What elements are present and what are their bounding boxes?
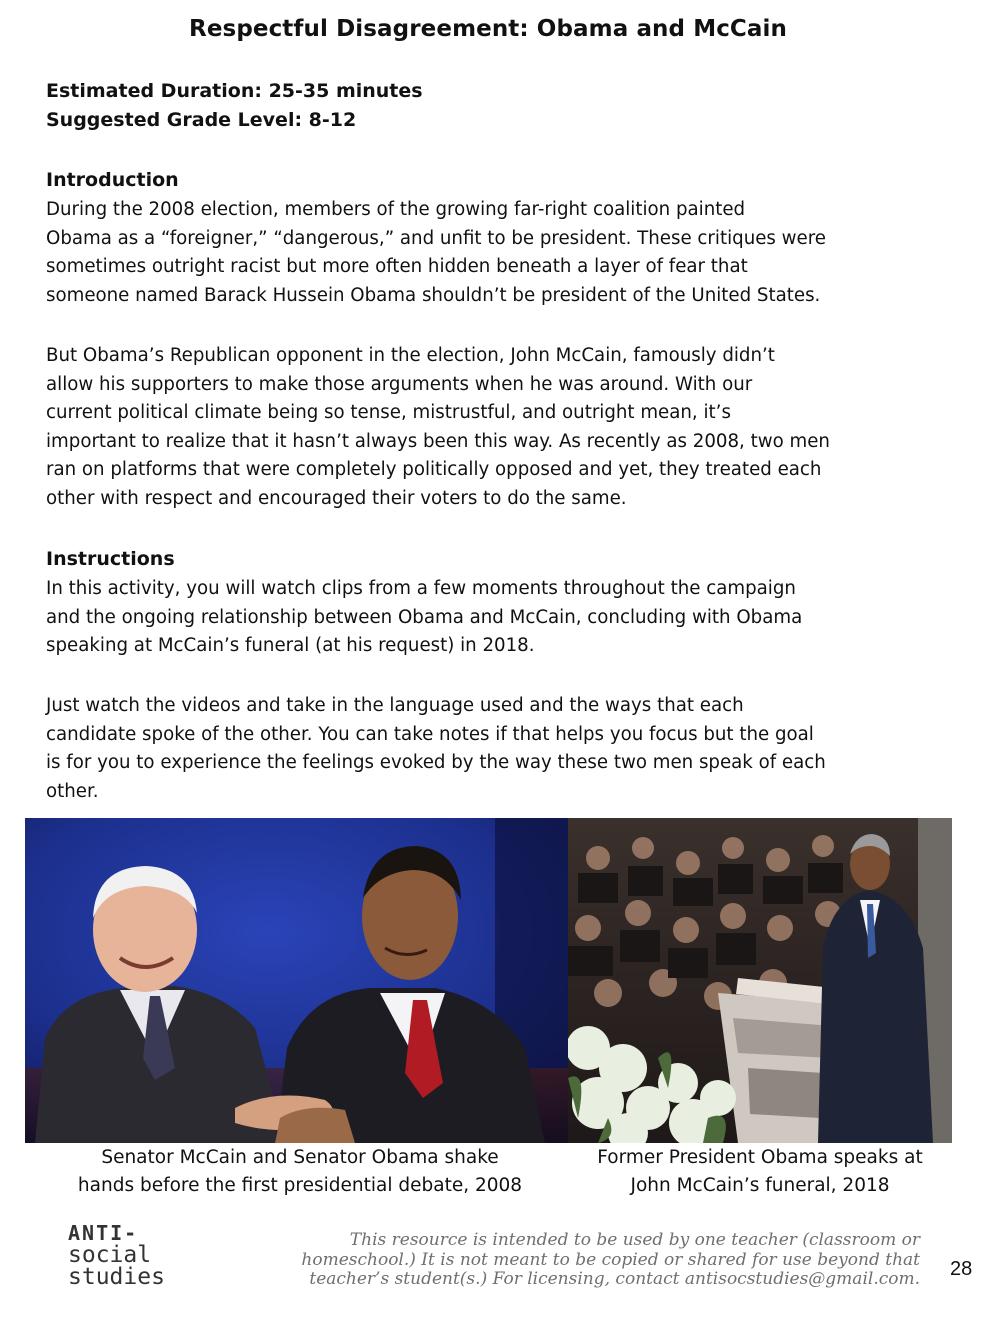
instructions-heading: Instructions bbox=[46, 548, 175, 570]
introduction-paragraph-2 bbox=[46, 342, 946, 514]
caption-line: Senator McCain and Senator Obama shake bbox=[101, 1147, 499, 1168]
text-line: current political climate being so tense, mistrustful, and outright mean, it’s bbox=[46, 402, 731, 424]
text-line: and the ongoing relationship between Obama and McCain, concluding with Obama bbox=[46, 606, 803, 628]
introduction-heading: Introduction bbox=[46, 169, 179, 191]
instructions-paragraph-1 bbox=[46, 575, 946, 661]
funeral-speech-photo bbox=[568, 818, 952, 1143]
text-line: But Obama’s Republican opponent in the election, John McCain, famously didn’t bbox=[46, 345, 775, 366]
text-line: Just watch the videos and take in the language used and the ways that each bbox=[46, 695, 744, 716]
instructions-paragraph-2 bbox=[46, 692, 946, 806]
text-line: sometimes outright racist but more often hidden beneath a layer of fear that bbox=[46, 256, 748, 278]
anti-social-studies-logo bbox=[68, 1222, 165, 1288]
text-line: someone named Barack Hussein Obama shouldn’t be president of the United States. bbox=[46, 284, 821, 306]
caption-line: John McCain’s funeral, 2018 bbox=[630, 1175, 890, 1196]
text-line: is for you to experience the feelings evoked by the way these two men speak of each bbox=[46, 752, 826, 774]
debate-handshake-illustration bbox=[25, 818, 568, 1143]
text-line: In this activity, you will watch clips from a few moments throughout the campaign bbox=[46, 578, 796, 599]
text-line: allow his supporters to make those arguments when he was around. With our bbox=[46, 373, 753, 395]
logo-line: ANTI- bbox=[68, 1221, 139, 1245]
text-line: During the 2008 election, members of the growing far-right coalition painted bbox=[46, 199, 746, 220]
caption-line: hands before the first presidential debate, 2008 bbox=[77, 1175, 523, 1196]
introduction-paragraph-1 bbox=[46, 196, 946, 310]
text-line: important to realize that it hasn’t always been this way. As recently as 2008, two men bbox=[46, 430, 830, 452]
grade-level: Suggested Grade Level: 8-12 bbox=[46, 109, 357, 131]
logo-line: social bbox=[68, 1242, 152, 1268]
page-number: 28 bbox=[950, 1258, 973, 1280]
text-line: ran on platforms that were completely politically opposed and yet, they treated each bbox=[46, 459, 822, 481]
estimated-duration: Estimated Duration: 25-35 minutes bbox=[46, 80, 423, 102]
license-line: This resource is intended to be used by one teacher (classroom or bbox=[349, 1230, 920, 1250]
text-line: candidate spoke of the other. You can take notes if that helps you focus but the goal bbox=[46, 723, 814, 745]
logo-line: studies bbox=[68, 1264, 165, 1290]
funeral-speech-illustration bbox=[568, 818, 952, 1143]
text-line: speaking at McCain’s funeral (at his request) in 2018. bbox=[46, 635, 535, 657]
license-notice bbox=[240, 1231, 920, 1290]
left-photo-caption bbox=[25, 1144, 575, 1200]
license-line: homeschool.) It is not meant to be copied or shared for use beyond that bbox=[301, 1249, 920, 1270]
text-line: other with respect and encouraged their voters to do the same. bbox=[46, 487, 627, 509]
license-line: teacher’s student(s.) For licensing, contact antisocstudies@gmail.com. bbox=[309, 1269, 920, 1289]
caption-line: Former President Obama speaks at bbox=[597, 1147, 923, 1168]
text-line: Obama as a “foreigner,” “dangerous,” and unfit to be president. These critiques were bbox=[46, 227, 827, 249]
text-line: other. bbox=[46, 780, 99, 802]
right-photo-caption bbox=[568, 1144, 952, 1200]
page-title: Respectful Disagreement: Obama and McCain bbox=[189, 16, 787, 42]
debate-handshake-photo bbox=[25, 818, 568, 1143]
